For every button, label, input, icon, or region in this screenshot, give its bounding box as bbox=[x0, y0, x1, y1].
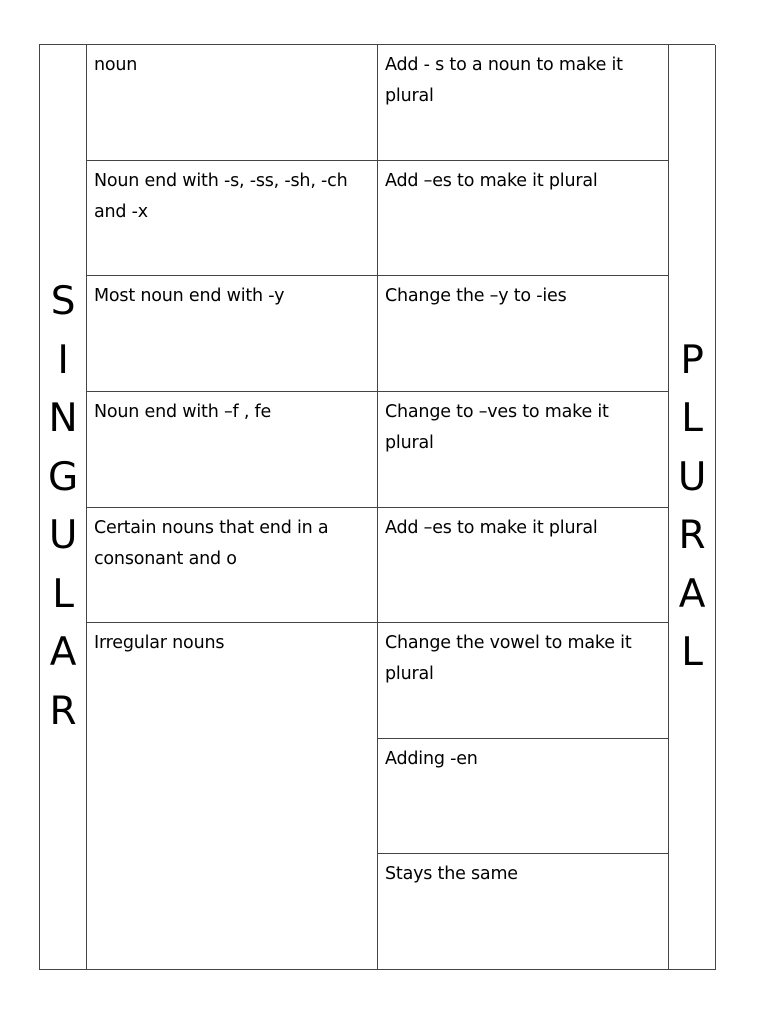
plural-cell-stays-same: Stays the same bbox=[378, 854, 669, 970]
plural-letter: A bbox=[678, 571, 706, 617]
plural-cell-add-es-o: Add –es to make it plural bbox=[378, 508, 669, 624]
plural-letter: U bbox=[677, 454, 707, 500]
noun-rules-table bbox=[39, 44, 715, 970]
singular-letter: R bbox=[49, 688, 77, 734]
singular-cell-consonant-o: Certain nouns that end in a consonant and o bbox=[87, 508, 378, 624]
singular-letter: L bbox=[52, 571, 74, 617]
singular-letter: S bbox=[50, 279, 76, 324]
plural-cell-change-vowel: Change the vowel to make it plural bbox=[378, 623, 669, 739]
singular-cell-end-f-fe: Noun end with –f , fe bbox=[87, 392, 378, 508]
plural-vertical-label bbox=[678, 332, 706, 683]
plural-column bbox=[669, 45, 716, 970]
plural-cell-add-s: Add - s to a noun to make it plural bbox=[378, 45, 669, 161]
singular-letter: N bbox=[48, 396, 78, 441]
singular-letter: I bbox=[57, 337, 69, 383]
singular-cell-s-ss-sh-ch-x: Noun end with -s, -ss, -sh, -ch and -x bbox=[87, 161, 378, 277]
plural-letter: L bbox=[681, 630, 703, 675]
plural-cell-ves: Change to –ves to make it plural bbox=[378, 392, 669, 508]
singular-cell-irregular: Irregular nouns bbox=[87, 623, 378, 970]
singular-letter: U bbox=[48, 513, 78, 558]
singular-cell-noun: noun bbox=[87, 45, 378, 161]
plural-letter: P bbox=[680, 337, 704, 383]
plural-cell-add-es: Add –es to make it plural bbox=[378, 161, 669, 277]
plural-letter: R bbox=[678, 513, 706, 558]
singular-cell-end-y: Most noun end with -y bbox=[87, 276, 378, 392]
singular-letter: G bbox=[47, 454, 79, 500]
singular-vertical-label bbox=[48, 273, 78, 741]
plural-letter: L bbox=[681, 396, 703, 441]
plural-cell-adding-en: Adding -en bbox=[378, 739, 669, 855]
singular-letter: A bbox=[49, 630, 77, 675]
plural-cell-y-to-ies: Change the –y to -ies bbox=[378, 276, 669, 392]
singular-column bbox=[40, 45, 87, 970]
